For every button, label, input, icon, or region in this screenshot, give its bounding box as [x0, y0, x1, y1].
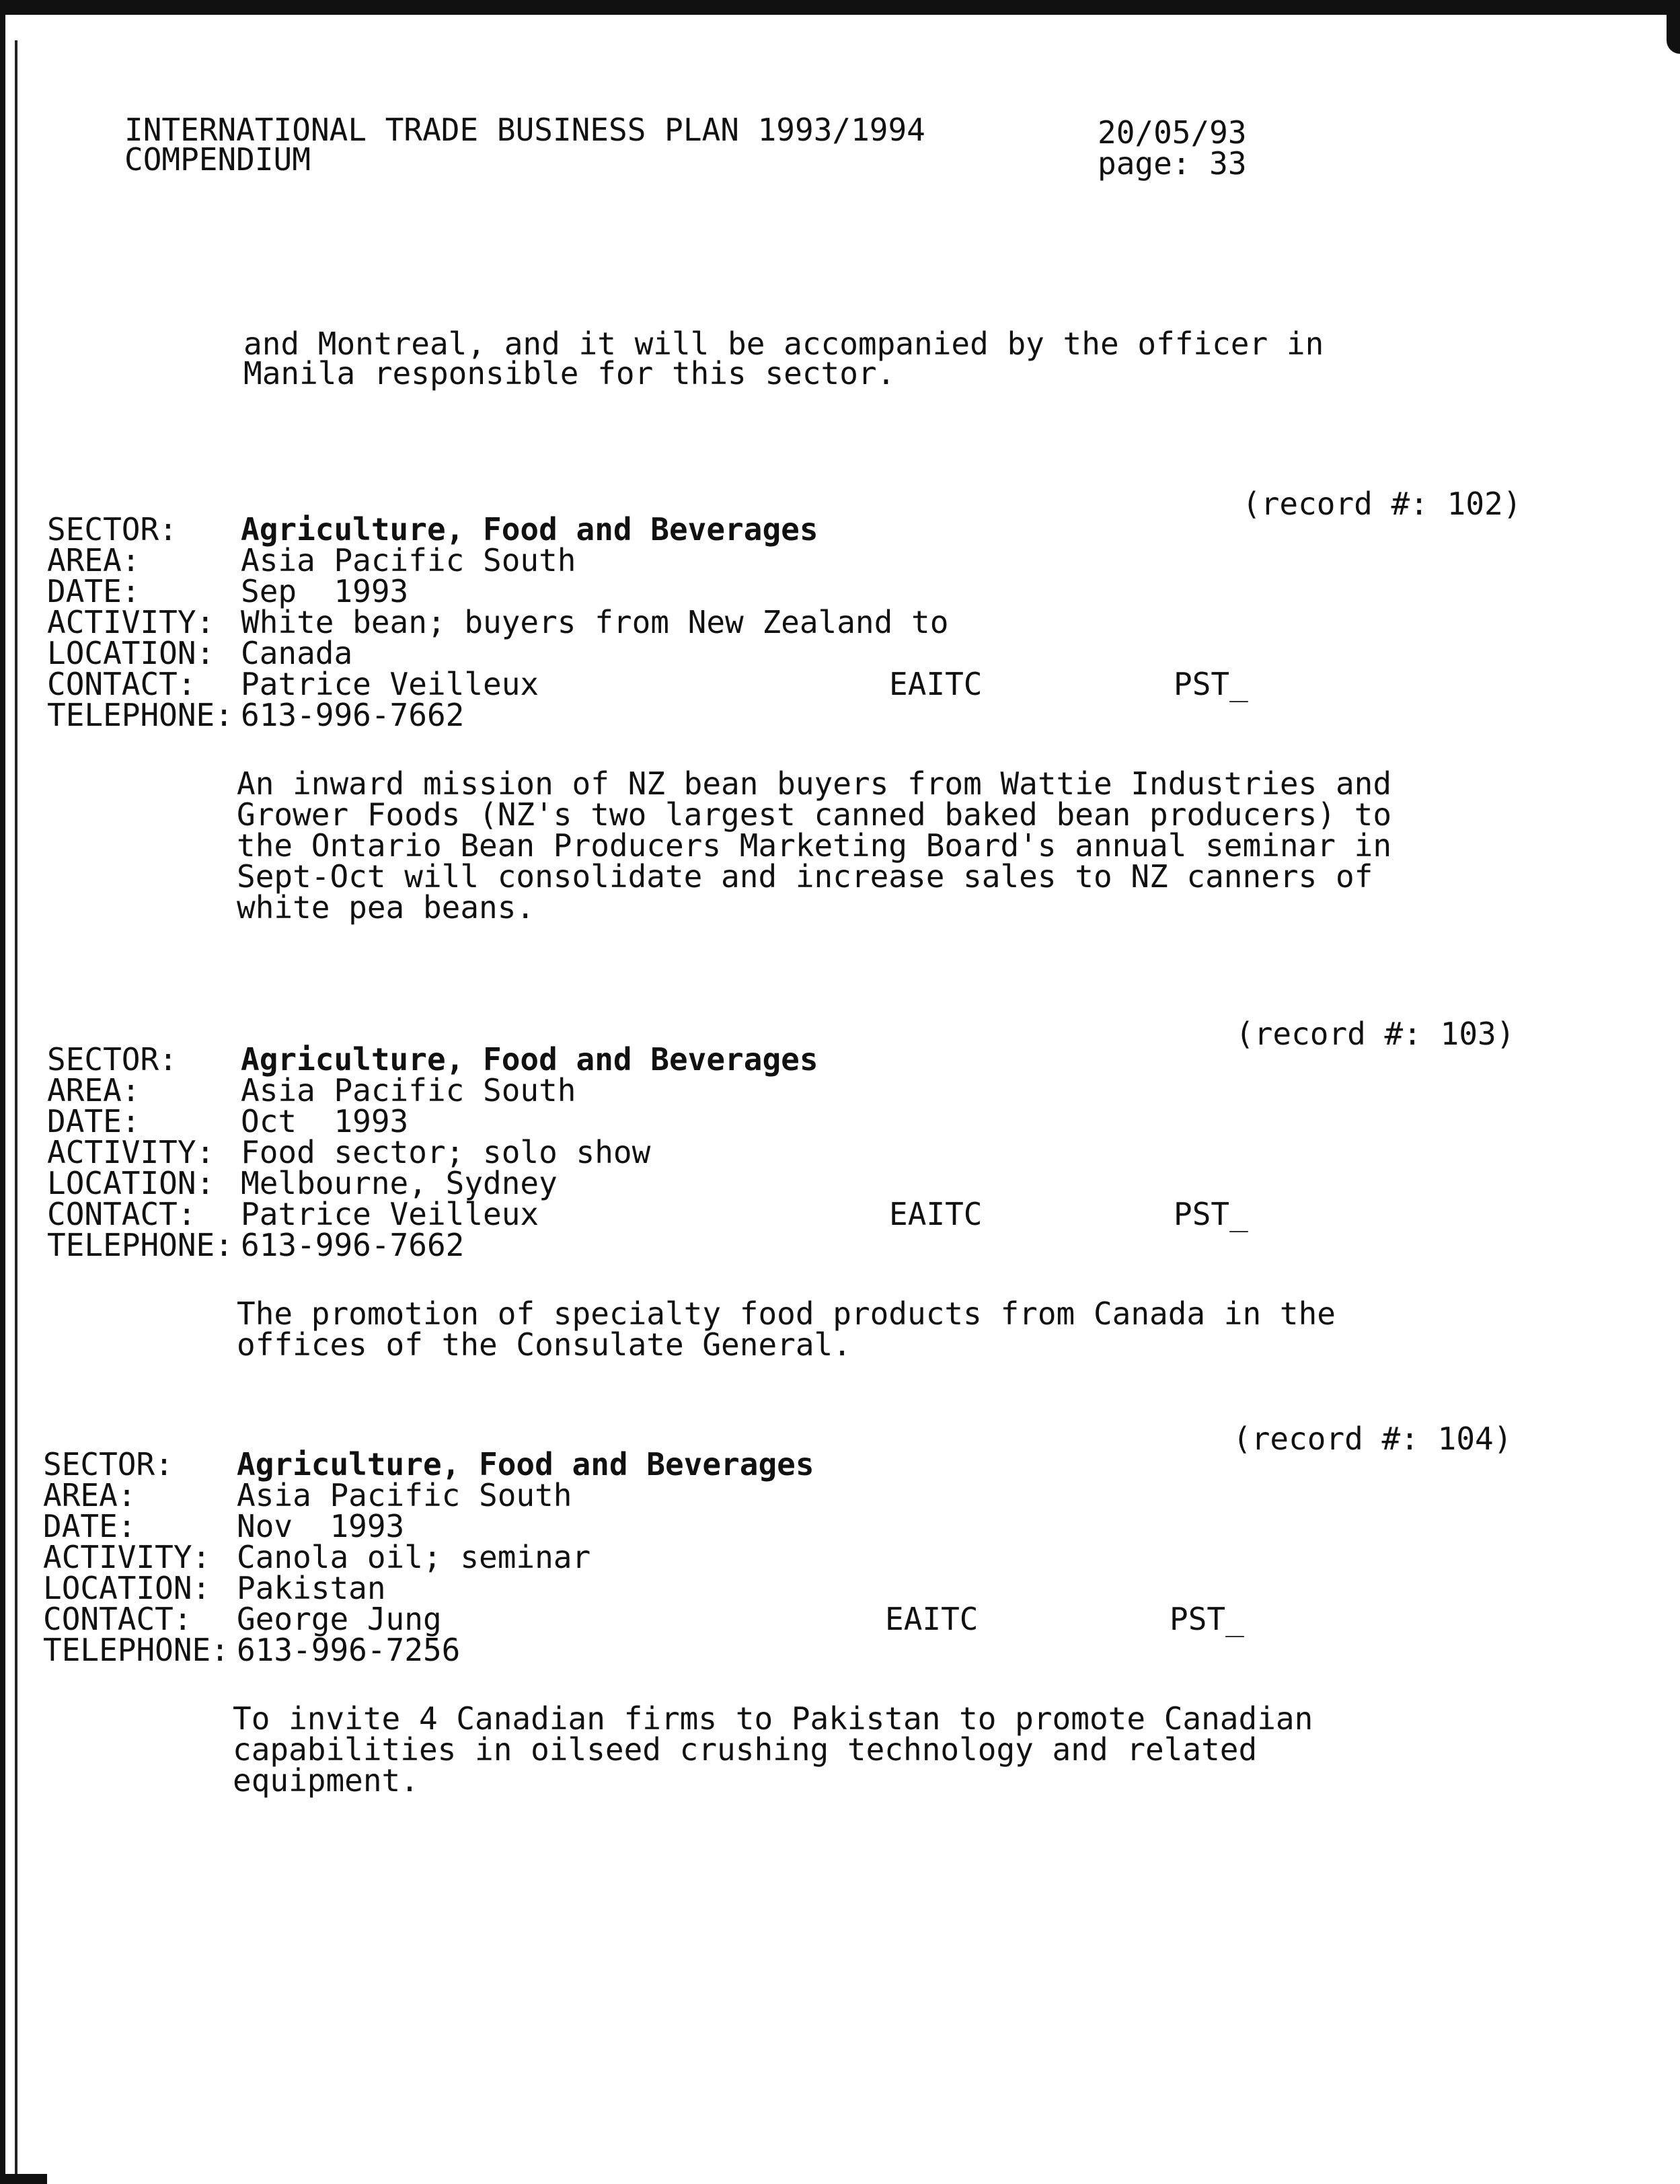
sector-value: Agriculture, Food and Beverages: [241, 1041, 818, 1078]
date-value: Oct 1993: [241, 1103, 409, 1139]
description-line: To invite 4 Canadian firms to Pakistan to promote Canadian: [233, 1700, 1313, 1737]
contact-pst: PST_: [1174, 666, 1248, 702]
description-line: offices of the Consulate General.: [237, 1326, 851, 1363]
sector-value: Agriculture, Food and Beverages: [241, 511, 818, 548]
description-line: Sept-Oct will consolidate and increase sales to NZ canners of: [237, 858, 1373, 895]
location-label: LOCATION:: [47, 1165, 215, 1201]
activity-label: ACTIVITY:: [47, 604, 215, 640]
area-value: Asia Pacific South: [241, 542, 576, 578]
telephone-value: 613-996-7256: [237, 1632, 461, 1668]
document-title: INTERNATIONAL TRADE BUSINESS PLAN 1993/1994: [124, 112, 925, 148]
telephone-value: 613-996-7662: [241, 1227, 465, 1263]
location-value: Pakistan: [237, 1570, 386, 1606]
date-label: DATE:: [43, 1508, 137, 1544]
contact-value: Patrice Veilleux: [241, 666, 539, 702]
activity-label: ACTIVITY:: [47, 1134, 215, 1170]
location-value: Canada: [241, 635, 353, 671]
area-value: Asia Pacific South: [237, 1477, 572, 1513]
sector-value: Agriculture, Food and Beverages: [237, 1446, 814, 1482]
area-label: AREA:: [47, 1072, 141, 1108]
contact-label: CONTACT:: [47, 1196, 196, 1232]
document-subtitle: COMPENDIUM: [124, 141, 311, 178]
description-line: An inward mission of NZ bean buyers from Wattie Industries and: [237, 765, 1392, 802]
telephone-value: 613-996-7662: [241, 697, 465, 733]
sector-label: SECTOR:: [43, 1446, 174, 1482]
intro-line-2: Manila responsible for this sector.: [243, 355, 896, 391]
date-value: Sep 1993: [241, 573, 409, 609]
description-line: white pea beans.: [237, 889, 535, 926]
contact-pst: PST_: [1174, 1196, 1248, 1232]
area-value: Asia Pacific South: [241, 1072, 576, 1108]
area-label: AREA:: [43, 1477, 137, 1513]
date-label: DATE:: [47, 573, 141, 609]
activity-value: White bean; buyers from New Zealand to: [241, 604, 949, 640]
contact-label: CONTACT:: [47, 666, 196, 702]
contact-value: George Jung: [237, 1601, 442, 1637]
record-number: (record #: 102): [1242, 486, 1522, 522]
contact-org: EAITC: [885, 1601, 979, 1637]
record-number: (record #: 103): [1235, 1016, 1515, 1052]
scan-border-top: [0, 0, 1680, 15]
description-line: equipment.: [233, 1762, 419, 1799]
description-line: the Ontario Bean Producers Marketing Board's annual seminar in: [237, 827, 1392, 864]
telephone-label: TELEPHONE:: [43, 1632, 229, 1668]
activity-label: ACTIVITY:: [43, 1539, 211, 1575]
scan-border-left: [0, 0, 5, 2184]
description-line: The promotion of specialty food products from Canada in the: [237, 1295, 1336, 1332]
telephone-label: TELEPHONE:: [47, 1227, 233, 1263]
scan-border-left-inner: [15, 40, 17, 2179]
description-line: capabilities in oilseed crushing technology and related: [233, 1731, 1258, 1768]
location-label: LOCATION:: [47, 635, 215, 671]
scan-border-corner: [1667, 0, 1680, 54]
contact-value: Patrice Veilleux: [241, 1196, 539, 1232]
contact-org: EAITC: [889, 1196, 983, 1232]
activity-value: Food sector; solo show: [241, 1134, 651, 1170]
location-value: Melbourne, Sydney: [241, 1165, 558, 1201]
sector-label: SECTOR:: [47, 1041, 178, 1078]
contact-org: EAITC: [889, 666, 983, 702]
intro-line-1: and Montreal, and it will be accompanied by the officer in: [243, 326, 1324, 362]
description-line: Grower Foods (NZ's two largest canned baked bean producers) to: [237, 796, 1392, 833]
contact-pst: PST_: [1170, 1601, 1244, 1637]
date-value: Nov 1993: [237, 1508, 405, 1544]
location-label: LOCATION:: [43, 1570, 211, 1606]
record-number: (record #: 104): [1233, 1421, 1513, 1457]
date-label: DATE:: [47, 1103, 141, 1139]
scan-border-bottom: [0, 2174, 47, 2184]
activity-value: Canola oil; seminar: [237, 1539, 591, 1575]
contact-label: CONTACT:: [43, 1601, 192, 1637]
area-label: AREA:: [47, 542, 141, 578]
telephone-label: TELEPHONE:: [47, 697, 233, 733]
sector-label: SECTOR:: [47, 511, 178, 548]
page-number: page: 33: [1098, 145, 1247, 182]
document-date: 20/05/93: [1098, 114, 1247, 151]
